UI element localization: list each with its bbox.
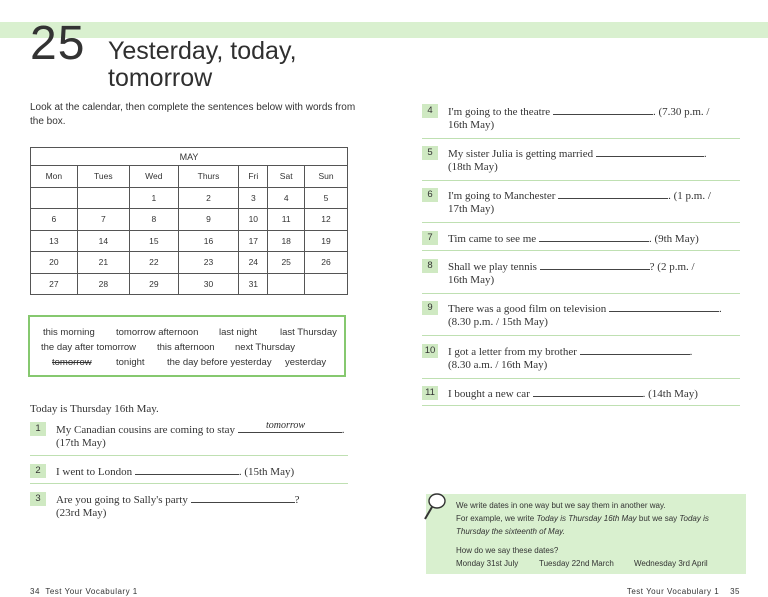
word-option: the day after tomorrow <box>41 342 137 353</box>
question-7 <box>448 231 699 246</box>
calendar-cell <box>268 273 305 295</box>
day-header: Wed <box>129 166 178 188</box>
answer-blank[interactable] <box>191 492 295 503</box>
question-9 <box>448 301 722 316</box>
divider <box>422 335 740 336</box>
question-suffix: ? <box>294 494 300 506</box>
calendar-cell: 29 <box>129 273 178 295</box>
calendar-days-row <box>31 166 348 188</box>
divider <box>30 483 348 484</box>
tip-date: Wednesday 3rd April <box>634 559 708 568</box>
question-text: Shall we play tennis <box>448 261 537 273</box>
question-number: 7 <box>422 231 438 245</box>
calendar-week <box>31 273 348 295</box>
calendar-cell: 31 <box>239 273 268 295</box>
question-detail: (8.30 a.m. / 16th May) <box>448 359 548 371</box>
calendar-cell: 5 <box>305 187 348 209</box>
question-number: 9 <box>422 301 438 315</box>
magnifier-icon <box>422 492 448 522</box>
calendar-cell: 30 <box>178 273 239 295</box>
calendar-week <box>31 230 348 252</box>
calendar-cell: 7 <box>77 209 129 231</box>
question-number: 3 <box>30 492 46 506</box>
question-suffix: . (15th May) <box>238 466 295 478</box>
tip-example-spoken: Today is <box>679 514 709 523</box>
question-text: Tim came to see me <box>448 233 537 245</box>
day-header: Fri <box>239 166 268 188</box>
page-number: 35 <box>730 587 740 596</box>
word-option: tomorrow afternoon <box>116 327 199 338</box>
calendar-cell: 19 <box>305 230 348 252</box>
divider <box>30 455 348 456</box>
calendar-cell: 6 <box>31 209 78 231</box>
tip-box <box>426 494 746 574</box>
word-option: the day before yesterday <box>167 357 272 368</box>
answer-blank[interactable] <box>533 386 643 397</box>
answer-blank[interactable] <box>609 301 719 312</box>
question-10 <box>448 344 692 359</box>
answer-blank[interactable] <box>558 188 668 199</box>
footer-left <box>30 587 138 596</box>
tip-date: Tuesday 22nd March <box>539 559 614 568</box>
tip-date: Monday 31st July <box>456 559 519 568</box>
tip-example-written: Today is Thursday 16th May <box>536 514 637 523</box>
question-detail: (23rd May) <box>56 507 107 519</box>
day-header: Sat <box>268 166 305 188</box>
word-option: this afternoon <box>157 342 215 353</box>
calendar-cell: 24 <box>239 252 268 274</box>
calendar-week <box>31 209 348 231</box>
tip-line-3: Thursday the sixteenth of May. <box>456 527 565 536</box>
calendar-week <box>31 187 348 209</box>
word-box <box>28 315 346 377</box>
calendar-cell: 1 <box>129 187 178 209</box>
book-title: Test Your Vocabulary 1 <box>45 587 138 596</box>
question-text: I bought a new car <box>448 388 530 400</box>
question-suffix: . (14th May) <box>642 388 698 400</box>
calendar-cell: 2 <box>178 187 239 209</box>
word-option: last night <box>219 327 258 338</box>
answer-blank[interactable] <box>540 259 650 270</box>
calendar-week <box>31 252 348 274</box>
calendar <box>30 147 348 295</box>
word-option: this morning <box>43 327 95 338</box>
tip-text: but we say <box>636 514 680 523</box>
calendar-cell: 20 <box>31 252 78 274</box>
day-header: Tues <box>77 166 129 188</box>
question-detail: (8.30 p.m. / 15th May) <box>448 316 548 328</box>
question-number: 8 <box>422 259 438 273</box>
question-8 <box>448 259 695 274</box>
calendar-cell: 17 <box>239 230 268 252</box>
divider <box>422 405 740 406</box>
calendar-cell: 8 <box>129 209 178 231</box>
calendar-cell: 18 <box>268 230 305 252</box>
answer-blank[interactable] <box>539 231 649 242</box>
divider <box>422 222 740 223</box>
calendar-month: MAY <box>31 148 348 166</box>
question-text: Are you going to Sally's party <box>56 494 188 506</box>
today-line: Today is Thursday 16th May. <box>30 403 159 415</box>
calendar-cell: 10 <box>239 209 268 231</box>
word-option: next Thursday <box>235 342 296 353</box>
calendar-cell <box>77 187 129 209</box>
question-suffix: . (7.30 p.m. / <box>652 106 710 118</box>
answer-blank[interactable] <box>596 146 704 157</box>
question-suffix: . <box>689 346 693 358</box>
question-6 <box>448 188 711 203</box>
question-5 <box>448 146 707 161</box>
question-suffix: ? (2 p.m. / <box>649 261 695 273</box>
calendar-cell: 22 <box>129 252 178 274</box>
word-option: last Thursday <box>280 327 337 338</box>
divider <box>422 378 740 379</box>
book-title: Test Your Vocabulary 1 <box>626 587 720 596</box>
answer-blank[interactable] <box>580 344 690 355</box>
question-detail: 17th May) <box>448 203 495 215</box>
calendar-cell: 9 <box>178 209 239 231</box>
question-text: I'm going to Manchester <box>448 190 556 202</box>
calendar-cell: 3 <box>239 187 268 209</box>
question-2 <box>56 464 294 479</box>
calendar-cell: 28 <box>77 273 129 295</box>
unit-number: 25 <box>30 17 86 70</box>
title-line-2: tomorrow <box>108 64 213 92</box>
question-suffix: . <box>719 303 722 315</box>
question-detail: 16th May) <box>448 274 495 286</box>
footer-right <box>627 587 740 596</box>
question-suffix: . <box>703 148 707 160</box>
instruction-text: Look at the calendar, then complete the sentences below with words from the box. <box>30 102 356 127</box>
question-suffix: . (1 p.m. / <box>668 190 711 202</box>
divider <box>422 293 740 294</box>
answer-blank[interactable] <box>553 104 653 115</box>
question-detail: (17th May) <box>56 437 106 449</box>
question-3 <box>56 492 299 507</box>
question-detail: (18th May) <box>448 161 498 173</box>
question-text: I'm going to the theatre <box>448 106 551 118</box>
answer-text: tomorrow <box>266 420 306 431</box>
calendar-cell: 21 <box>77 252 129 274</box>
title-line-1: Yesterday, today, <box>108 37 297 65</box>
tip-text: For example, we write <box>456 514 537 523</box>
question-text: There was a good film on television <box>448 303 607 315</box>
calendar-cell: 11 <box>268 209 305 231</box>
tip-line-2 <box>456 512 709 525</box>
question-4 <box>448 104 709 119</box>
question-text: I got a letter from my brother <box>448 346 577 358</box>
calendar-cell: 13 <box>31 230 78 252</box>
day-header: Thurs <box>178 166 239 188</box>
day-header: Sun <box>305 166 348 188</box>
header-band <box>0 22 768 38</box>
question-number: 11 <box>422 386 438 400</box>
tip-line-1: We write dates in one way but we say them in another way. <box>456 501 666 510</box>
question-number: 4 <box>422 104 438 118</box>
unit-title <box>108 38 297 92</box>
calendar-cell: 12 <box>305 209 348 231</box>
question-number: 5 <box>422 146 438 160</box>
calendar-cell: 23 <box>178 252 239 274</box>
word-option: yesterday <box>285 357 327 368</box>
calendar-cell <box>31 187 78 209</box>
calendar-cell: 16 <box>178 230 239 252</box>
calendar-cell: 27 <box>31 273 78 295</box>
page-number: 34 <box>30 587 40 596</box>
divider <box>422 250 740 251</box>
day-header: Mon <box>31 166 78 188</box>
answer-blank[interactable] <box>135 464 239 475</box>
question-number: 10 <box>422 344 438 358</box>
question-detail: 16th May) <box>448 119 495 131</box>
question-number: 6 <box>422 188 438 202</box>
calendar-cell: 4 <box>268 187 305 209</box>
question-text: I went to London <box>56 466 133 478</box>
question-11 <box>448 386 698 401</box>
question-text: My sister Julia is getting married <box>448 148 594 160</box>
question-number: 2 <box>30 464 46 478</box>
question-text: My Canadian cousins are coming to stay <box>56 424 236 436</box>
calendar-cell: 15 <box>129 230 178 252</box>
question-suffix: . <box>341 424 345 436</box>
question-number: 1 <box>30 422 46 436</box>
divider <box>422 180 740 181</box>
tip-question: How do we say these dates? <box>456 546 559 555</box>
calendar-cell: 26 <box>305 252 348 274</box>
calendar-cell: 14 <box>77 230 129 252</box>
calendar-cell <box>305 273 348 295</box>
calendar-cell: 25 <box>268 252 305 274</box>
divider <box>422 138 740 139</box>
question-suffix: . (9th May) <box>648 233 699 245</box>
word-option-used: tomorrow <box>52 357 92 368</box>
word-option: tonight <box>116 357 145 368</box>
